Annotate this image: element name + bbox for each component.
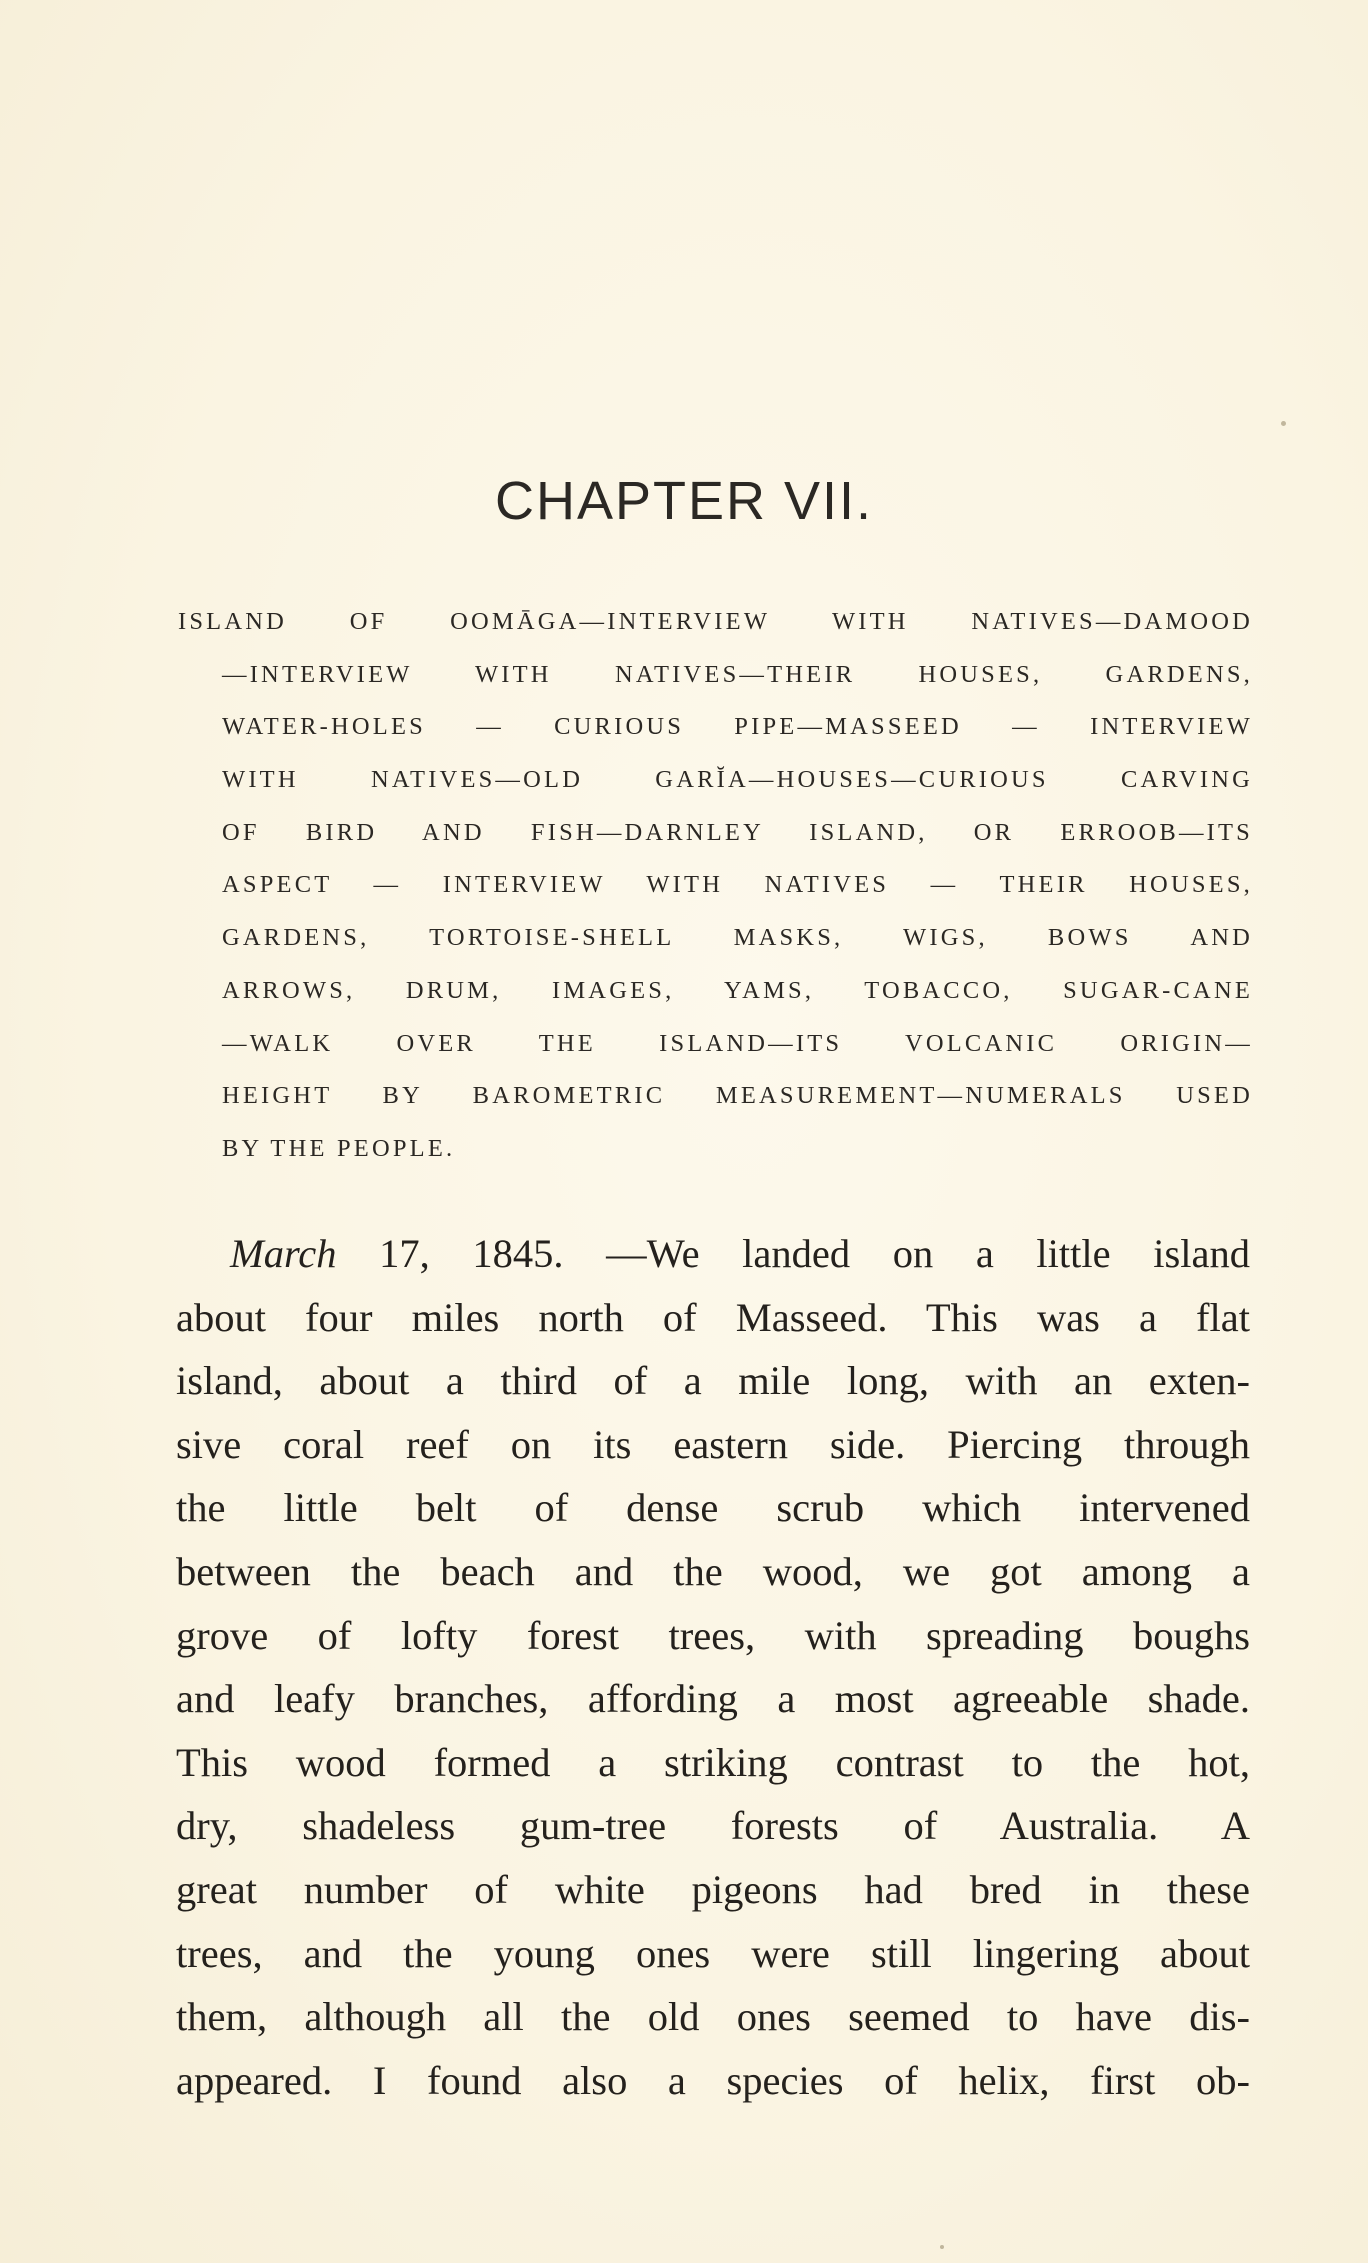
- chapter-summary: [178, 596, 1253, 1176]
- body-line: sive coral reef on its eastern side. Piercing through: [176, 1421, 1250, 1467]
- summary-line: GARDENS, TORTOISE-SHELL MASKS, WIGS, BOWS AND: [222, 924, 1253, 952]
- summary-line: WITH NATIVES—OLD GARĬA—HOUSES—CURIOUS CARVING: [222, 766, 1253, 794]
- summary-line: ARROWS, DRUM, IMAGES, YAMS, TOBACCO, SUGAR-CANE: [222, 976, 1253, 1004]
- body-line: island, about a third of a mile long, with an exten-: [176, 1358, 1250, 1404]
- chapter-title: CHAPTER VII.: [494, 471, 874, 531]
- body-first-line: [230, 1222, 1250, 1286]
- body-line: dry, shadeless gum-tree forests of Australia. A: [176, 1803, 1250, 1849]
- body-line: between the beach and the wood, we got among a: [176, 1548, 1250, 1594]
- summary-line: ISLAND OF OOMĀGA—INTERVIEW WITH NATIVES—DAMOOD: [178, 608, 1253, 635]
- body-line: great number of white pigeons had bred in these: [176, 1866, 1250, 1912]
- summary-line: —INTERVIEW WITH NATIVES—THEIR HOUSES, GARDENS,: [222, 660, 1253, 688]
- body-paragraph: [176, 1222, 1250, 2112]
- summary-line: ASPECT — INTERVIEW WITH NATIVES — THEIR HOUSES,: [222, 871, 1253, 899]
- summary-line: OF BIRD AND FISH—DARNLEY ISLAND, OR ERROOB—ITS: [222, 818, 1253, 846]
- paper-speck: [940, 2245, 944, 2249]
- body-line: appeared. I found also a species of helix, first ob-: [176, 2057, 1250, 2103]
- summary-line: WATER-HOLES — CURIOUS PIPE—MASSEED — INTERVIEW: [222, 713, 1253, 741]
- summary-line: HEIGHT BY BAROMETRIC MEASUREMENT—NUMERALS USED: [222, 1082, 1253, 1110]
- summary-line: BY THE PEOPLE.: [222, 1134, 456, 1162]
- first-line-text: 17, 1845. —We landed on a little island: [379, 1231, 1251, 1276]
- date-month: March: [230, 1231, 337, 1276]
- body-line: the little belt of dense scrub which intervened: [176, 1485, 1250, 1531]
- body-line: about four miles north of Masseed. This was a flat: [176, 1294, 1250, 1340]
- summary-line: —WALK OVER THE ISLAND—ITS VOLCANIC ORIGIN—: [222, 1029, 1253, 1057]
- paper-speck: [1281, 421, 1286, 426]
- body-line: trees, and the young ones were still lingering about: [176, 1930, 1250, 1976]
- body-line: This wood formed a striking contrast to the hot,: [176, 1739, 1250, 1785]
- body-line: grove of lofty forest trees, with spreading boughs: [176, 1612, 1250, 1658]
- body-line: and leafy branches, affording a most agreeable shade.: [176, 1676, 1250, 1722]
- body-line: them, although all the old ones seemed to have dis-: [176, 1994, 1250, 2040]
